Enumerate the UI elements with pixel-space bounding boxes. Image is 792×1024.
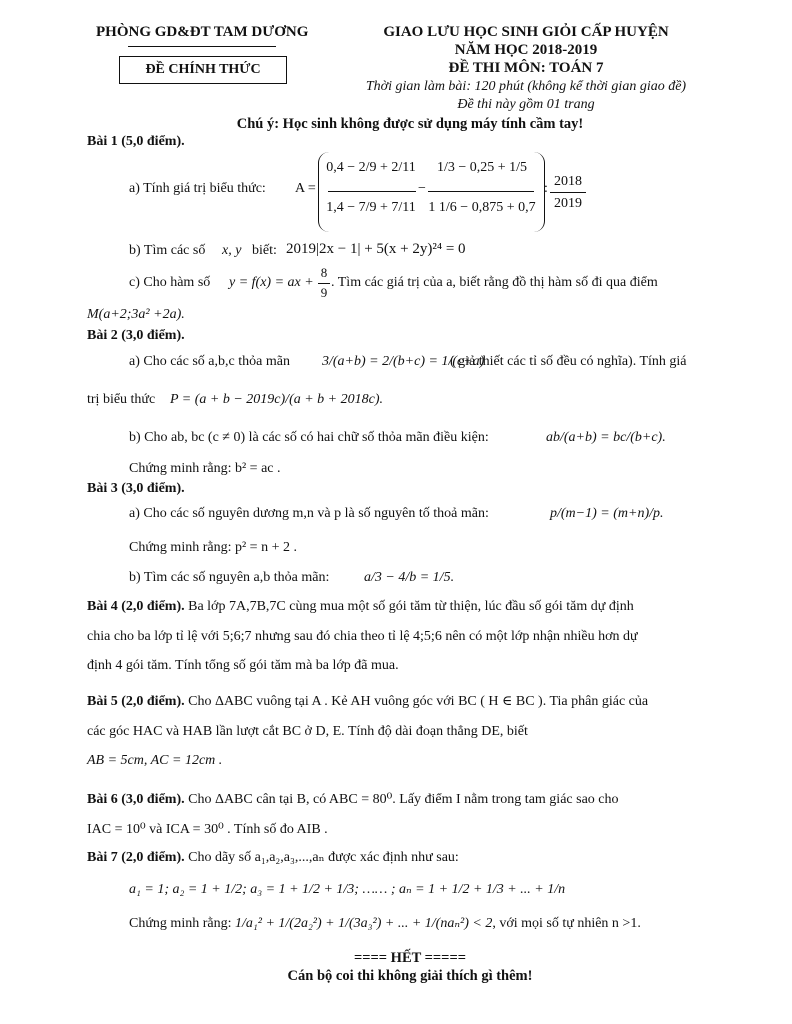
- problem-1b-equation: 2019|2x − 1| + 5(x + 2y)²⁴ = 0: [286, 241, 466, 257]
- problem-3a-text: a) Cho các số nguyên dương m,n và p là số nguyên tố thoả mãn:: [129, 506, 489, 521]
- problem-1a-text: a) Tính giá trị biểu thức:: [129, 181, 266, 196]
- calculator-note: Chú ý: Học sinh không được sử dụng máy tính cầm tay!: [236, 116, 584, 132]
- department-name: PHÒNG GD&ĐT TAM DƯƠNG: [96, 24, 309, 40]
- problem-1a-lhs: A =: [295, 181, 316, 196]
- problem-7-line-1: [87, 848, 459, 868]
- problem-5-title: Bài 5 (2,0 điểm).: [87, 694, 185, 709]
- problem-1c-function: y = f(x) = ax +: [229, 275, 314, 290]
- problem-2b-prove: Chứng minh rằng: b² = ac .: [129, 461, 281, 476]
- fraction-1-numerator: 0,4 − 2/9 + 2/11: [326, 160, 416, 175]
- problem-1-title: Bài 1 (5,0 điểm).: [87, 134, 185, 149]
- division-numerator: 2018: [554, 174, 582, 189]
- problem-7-prove-line: [129, 914, 641, 934]
- fraction-2-denominator: 1 1/6 − 0,875 + 0,7: [428, 200, 536, 215]
- problem-1c-text: c) Cho hàm số: [129, 275, 211, 290]
- problem-4-line-3: định 4 gói tăm. Tính tổng số gói tăm mà ba lớp đã mua.: [87, 658, 399, 673]
- end-marker: ==== HẾT =====: [354, 950, 466, 966]
- proctor-note: Cán bộ coi thi không giải thích gì thêm!: [287, 968, 533, 984]
- problem-5-line-3: AB = 5cm, AC = 12cm .: [87, 753, 223, 768]
- problem-6-line-1: [87, 790, 619, 810]
- problem-6-title: Bài 6 (3,0 điểm).: [87, 792, 185, 807]
- problem-3b-text: b) Tìm các số nguyên a,b thỏa mãn:: [129, 570, 330, 585]
- fraction-2-bar: [428, 191, 534, 192]
- problem-1b-text2: biết:: [252, 243, 277, 258]
- problem-1c-frac-den: 9: [320, 285, 328, 300]
- problem-4-line-1: [87, 597, 634, 617]
- fraction-1-bar: [328, 191, 416, 192]
- header-underline: [128, 46, 276, 47]
- problem-3b-equation: a/3 − 4/b = 1/5.: [364, 570, 455, 585]
- problem-7-prove-sum: 1/a₁² + 1/(2a₂²) + 1/(3a₃²) + ... + 1/(naₙ²) < 2: [234, 916, 493, 931]
- problem-3a-equation: p/(m−1) = (m+n)/p.: [550, 506, 664, 521]
- problem-1b-text: b) Tìm các số: [129, 243, 206, 258]
- problem-7-prove-prefix: Chứng minh rằng:: [129, 916, 232, 931]
- problem-2a-text3: trị biểu thức: [87, 392, 156, 407]
- problem-2b-condition: ab/(a+b) = bc/(b+c).: [546, 430, 666, 445]
- exam-duration: Thời gian làm bài: 120 phút (không kể thời gian giao đề): [365, 79, 687, 94]
- minus-sign: −: [418, 181, 426, 196]
- problem-1c-text2: . Tìm các giá trị của a, biết rằng đồ thị hàm số đi qua điểm: [331, 275, 658, 290]
- problem-4-title: Bài 4 (2,0 điểm).: [87, 599, 185, 614]
- problem-2a-text2: ( giả thiết các tỉ số đều có nghĩa). Tính giá: [450, 354, 687, 369]
- problem-7-prove-suffix: , với mọi số tự nhiên n >1.: [492, 916, 641, 931]
- contest-title: GIAO LƯU HỌC SINH GIỎI CẤP HUYỆN: [383, 24, 669, 40]
- problem-7-text-1: Cho dãy số a₁,a₂,a₃,...,aₙ được xác định như sau:: [184, 850, 459, 865]
- problem-7-sequence: a₁ = 1; a₂ = 1 + 1/2; a₃ = 1 + 1/2 + 1/3; …… ; aₙ = 1 + 1/2 + 1/3 + ... + 1/n: [129, 882, 566, 897]
- fraction-1-denominator: 1,4 − 7/9 + 7/11: [326, 200, 416, 215]
- exam-pages: Đề thi này gồm 01 trang: [457, 97, 595, 112]
- problem-1b-vars: x, y: [222, 243, 242, 258]
- problem-2b-text: b) Cho ab, bc (c ≠ 0) là các số có hai chữ số thỏa mãn điều kiện:: [129, 430, 489, 445]
- fraction-2-numerator: 1/3 − 0,25 + 1/5: [436, 160, 528, 175]
- problem-6-line-2: IAC = 10⁰ và ICA = 30⁰ . Tính số đo AIB .: [87, 822, 328, 837]
- problem-5-line-2: các góc HAC và HAB lần lượt cắt BC ở D, E. Tính độ dài đoạn thẳng DE, biết: [87, 724, 528, 739]
- problem-2a-expression: P = (a + b − 2019c)/(a + b + 2018c).: [170, 392, 384, 407]
- official-badge: ĐỀ CHÍNH THỨC: [119, 56, 287, 84]
- problem-6-text-1: Cho ΔABC cân tại B, có ABC = 80⁰. Lấy điểm I nằm trong tam giác sao cho: [184, 792, 619, 807]
- school-year: NĂM HỌC 2018-2019: [454, 42, 598, 58]
- problem-1c-point: M(a+2;3a² +2a).: [87, 307, 185, 322]
- problem-3a-prove: Chứng minh rằng: p² = n + 2 .: [129, 540, 297, 555]
- division-bar: [550, 192, 586, 193]
- exam-subject: ĐỀ THI MÔN: TOÁN 7: [448, 60, 604, 76]
- division-denominator: 2019: [554, 196, 582, 211]
- problem-4-line-2: chia cho ba lớp tỉ lệ với 5;6;7 nhưng sau đó chia theo tỉ lệ 4;5;6 nên có một lớp nhận nhiều hơn dự: [87, 629, 638, 644]
- problem-1c-frac-num: 8: [320, 265, 328, 280]
- problem-1c-frac-bar: [318, 283, 330, 284]
- problem-2-title: Bài 2 (3,0 điểm).: [87, 328, 185, 343]
- problem-5-text-1: Cho ΔABC vuông tại A . Kẻ AH vuông góc với BC ( H ∈ BC ). Tia phân giác của: [184, 694, 649, 709]
- problem-5-line-1: [87, 692, 648, 712]
- problem-2a-equation: 3/(a+b) = 2/(b+c) = 1/(c+a): [322, 354, 485, 369]
- problem-2a-text: a) Cho các số a,b,c thỏa mãn: [129, 354, 290, 369]
- problem-7-title: Bài 7 (2,0 điểm).: [87, 850, 185, 865]
- division-colon: :: [544, 181, 548, 196]
- problem-4-text-1: Ba lớp 7A,7B,7C cùng mua một số gói tăm từ thiện, lúc đầu số gói tăm dự định: [184, 599, 634, 614]
- problem-3-title: Bài 3 (3,0 điểm).: [87, 481, 185, 496]
